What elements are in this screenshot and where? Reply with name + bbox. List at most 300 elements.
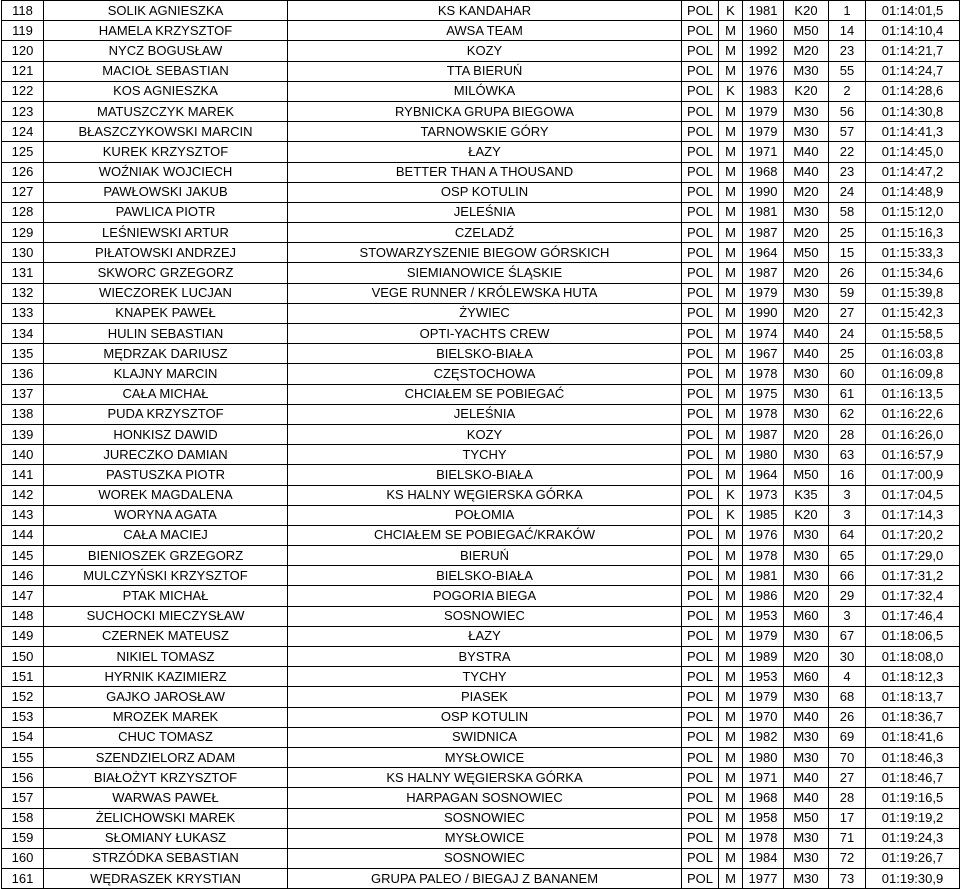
runner-name-cell: JURECZKO DAMIAN [44,445,288,465]
birth-year-cell: 1974 [743,324,784,344]
finish-time-cell: 01:14:41,3 [866,122,960,142]
country-cell: POL [682,586,719,606]
category-place-cell: 3 [829,485,866,505]
position-cell: 119 [2,21,44,41]
birth-year-cell: 1960 [743,21,784,41]
sex-cell: M [719,162,743,182]
club-cell: RYBNICKA GRUPA BIEGOWA [288,101,682,121]
country-cell: POL [682,808,719,828]
category-cell: M30 [784,364,829,384]
finish-time-cell: 01:15:42,3 [866,303,960,323]
club-cell: KS KANDAHAR [288,1,682,21]
category-place-cell: 2 [829,81,866,101]
club-cell: TYCHY [288,445,682,465]
finish-time-cell: 01:16:03,8 [866,344,960,364]
runner-name-cell: HAMELA KRZYSZTOF [44,21,288,41]
runner-name-cell: NIKIEL TOMASZ [44,647,288,667]
club-cell: ŻYWIEC [288,303,682,323]
table-row [2,869,960,889]
position-cell: 152 [2,687,44,707]
position-cell: 147 [2,586,44,606]
category-cell: M30 [784,445,829,465]
club-cell: ŁAZY [288,626,682,646]
category-place-cell: 62 [829,404,866,424]
runner-name-cell: BIENIOSZEK GRZEGORZ [44,546,288,566]
country-cell: POL [682,1,719,21]
table-row [2,828,960,848]
sex-cell: K [719,505,743,525]
sex-cell: M [719,546,743,566]
finish-time-cell: 01:16:13,5 [866,384,960,404]
position-cell: 122 [2,81,44,101]
table-row [2,344,960,364]
table-row [2,404,960,424]
club-cell: STOWARZYSZENIE BIEGOW GÓRSKICH [288,243,682,263]
table-row [2,364,960,384]
club-cell: ŁAZY [288,142,682,162]
sex-cell: M [719,647,743,667]
results-body [2,1,960,889]
category-place-cell: 58 [829,202,866,222]
birth-year-cell: 1982 [743,727,784,747]
country-cell: POL [682,465,719,485]
country-cell: POL [682,525,719,545]
finish-time-cell: 01:16:09,8 [866,364,960,384]
birth-year-cell: 1990 [743,303,784,323]
category-cell: M30 [784,869,829,889]
birth-year-cell: 1979 [743,687,784,707]
birth-year-cell: 1981 [743,1,784,21]
club-cell: MYSŁOWICE [288,747,682,767]
club-cell: CHCIAŁEM SE POBIEGAĆ/KRAKÓW [288,525,682,545]
runner-name-cell: CAŁA MACIEJ [44,525,288,545]
table-row [2,122,960,142]
table-row [2,1,960,21]
category-cell: M30 [784,626,829,646]
category-cell: M30 [784,727,829,747]
finish-time-cell: 01:19:19,2 [866,808,960,828]
category-place-cell: 24 [829,182,866,202]
position-cell: 160 [2,848,44,868]
position-cell: 151 [2,667,44,687]
table-row [2,41,960,61]
table-row [2,384,960,404]
birth-year-cell: 1977 [743,869,784,889]
position-cell: 118 [2,1,44,21]
runner-name-cell: PAWLICA PIOTR [44,202,288,222]
birth-year-cell: 1964 [743,243,784,263]
category-cell: M20 [784,263,829,283]
category-cell: M20 [784,303,829,323]
sex-cell: M [719,727,743,747]
club-cell: KS HALNY WĘGIERSKA GÓRKA [288,485,682,505]
finish-time-cell: 01:15:39,8 [866,283,960,303]
runner-name-cell: WOŹNIAK WOJCIECH [44,162,288,182]
category-place-cell: 55 [829,61,866,81]
country-cell: POL [682,182,719,202]
category-cell: M30 [784,202,829,222]
position-cell: 157 [2,788,44,808]
sex-cell: M [719,707,743,727]
birth-year-cell: 1990 [743,182,784,202]
runner-name-cell: PASTUSZKA PIOTR [44,465,288,485]
category-cell: M30 [784,687,829,707]
runner-name-cell: MROZEK MAREK [44,707,288,727]
country-cell: POL [682,364,719,384]
category-cell: M30 [784,384,829,404]
finish-time-cell: 01:15:34,6 [866,263,960,283]
finish-time-cell: 01:18:41,6 [866,727,960,747]
birth-year-cell: 1981 [743,566,784,586]
category-cell: K35 [784,485,829,505]
category-place-cell: 56 [829,101,866,121]
position-cell: 137 [2,384,44,404]
birth-year-cell: 1979 [743,122,784,142]
birth-year-cell: 1979 [743,283,784,303]
club-cell: POGORIA BIEGA [288,586,682,606]
finish-time-cell: 01:19:30,9 [866,869,960,889]
runner-name-cell: KUREK KRZYSZTOF [44,142,288,162]
position-cell: 135 [2,344,44,364]
finish-time-cell: 01:18:46,3 [866,747,960,767]
table-row [2,61,960,81]
sex-cell: M [719,202,743,222]
sex-cell: M [719,142,743,162]
position-cell: 140 [2,445,44,465]
category-place-cell: 73 [829,869,866,889]
finish-time-cell: 01:16:57,9 [866,445,960,465]
club-cell: SOSNOWIEC [288,606,682,626]
category-cell: M40 [784,768,829,788]
finish-time-cell: 01:15:12,0 [866,202,960,222]
finish-time-cell: 01:18:13,7 [866,687,960,707]
country-cell: POL [682,788,719,808]
runner-name-cell: NYCZ BOGUSŁAW [44,41,288,61]
finish-time-cell: 01:18:06,5 [866,626,960,646]
position-cell: 132 [2,283,44,303]
category-cell: M50 [784,465,829,485]
sex-cell: M [719,848,743,868]
finish-time-cell: 01:19:26,7 [866,848,960,868]
club-cell: BIELSKO-BIAŁA [288,465,682,485]
finish-time-cell: 01:14:10,4 [866,21,960,41]
sex-cell: M [719,687,743,707]
category-place-cell: 25 [829,344,866,364]
finish-time-cell: 01:18:36,7 [866,707,960,727]
birth-year-cell: 1984 [743,848,784,868]
runner-name-cell: HONKISZ DAWID [44,424,288,444]
club-cell: VEGE RUNNER / KRÓLEWSKA HUTA [288,283,682,303]
category-cell: M40 [784,142,829,162]
finish-time-cell: 01:18:08,0 [866,647,960,667]
category-place-cell: 59 [829,283,866,303]
category-place-cell: 63 [829,445,866,465]
country-cell: POL [682,828,719,848]
sex-cell: M [719,828,743,848]
sex-cell: M [719,869,743,889]
birth-year-cell: 1953 [743,667,784,687]
position-cell: 129 [2,223,44,243]
table-row [2,647,960,667]
runner-name-cell: KLAJNY MARCIN [44,364,288,384]
runner-name-cell: LEŚNIEWSKI ARTUR [44,223,288,243]
birth-year-cell: 1980 [743,445,784,465]
category-place-cell: 4 [829,667,866,687]
club-cell: BETTER THAN A THOUSAND [288,162,682,182]
sex-cell: M [719,182,743,202]
runner-name-cell: WOREK MAGDALENA [44,485,288,505]
table-row [2,707,960,727]
club-cell: KS HALNY WĘGIERSKA GÓRKA [288,768,682,788]
position-cell: 133 [2,303,44,323]
club-cell: JELEŚNIA [288,404,682,424]
club-cell: MILÓWKA [288,81,682,101]
category-cell: M60 [784,667,829,687]
sex-cell: M [719,808,743,828]
position-cell: 154 [2,727,44,747]
runner-name-cell: WĘDRASZEK KRYSTIAN [44,869,288,889]
category-place-cell: 69 [829,727,866,747]
club-cell: SIEMIANOWICE ŚLĄSKIE [288,263,682,283]
finish-time-cell: 01:17:04,5 [866,485,960,505]
club-cell: SWIDNICA [288,727,682,747]
position-cell: 127 [2,182,44,202]
table-row [2,667,960,687]
category-place-cell: 64 [829,525,866,545]
country-cell: POL [682,848,719,868]
position-cell: 125 [2,142,44,162]
finish-time-cell: 01:19:16,5 [866,788,960,808]
category-cell: M30 [784,283,829,303]
sex-cell: M [719,303,743,323]
position-cell: 142 [2,485,44,505]
sex-cell: M [719,384,743,404]
finish-time-cell: 01:17:20,2 [866,525,960,545]
category-cell: M30 [784,566,829,586]
club-cell: OPTI-YACHTS CREW [288,324,682,344]
finish-time-cell: 01:16:22,6 [866,404,960,424]
sex-cell: M [719,122,743,142]
table-row [2,21,960,41]
sex-cell: M [719,586,743,606]
country-cell: POL [682,21,719,41]
club-cell: TYCHY [288,667,682,687]
category-place-cell: 66 [829,566,866,586]
position-cell: 130 [2,243,44,263]
country-cell: POL [682,41,719,61]
category-cell: M40 [784,324,829,344]
position-cell: 131 [2,263,44,283]
position-cell: 123 [2,101,44,121]
runner-name-cell: PTAK MICHAŁ [44,586,288,606]
category-cell: M20 [784,41,829,61]
birth-year-cell: 1987 [743,263,784,283]
country-cell: POL [682,485,719,505]
category-cell: M30 [784,122,829,142]
finish-time-cell: 01:14:30,8 [866,101,960,121]
category-place-cell: 27 [829,768,866,788]
finish-time-cell: 01:14:28,6 [866,81,960,101]
finish-time-cell: 01:18:12,3 [866,667,960,687]
country-cell: POL [682,606,719,626]
results-table [1,0,960,889]
finish-time-cell: 01:15:33,3 [866,243,960,263]
country-cell: POL [682,162,719,182]
birth-year-cell: 1981 [743,202,784,222]
birth-year-cell: 1976 [743,61,784,81]
country-cell: POL [682,303,719,323]
finish-time-cell: 01:17:00,9 [866,465,960,485]
category-cell: M20 [784,586,829,606]
table-row [2,687,960,707]
runner-name-cell: KOS AGNIESZKA [44,81,288,101]
country-cell: POL [682,768,719,788]
birth-year-cell: 1978 [743,828,784,848]
sex-cell: M [719,667,743,687]
country-cell: POL [682,243,719,263]
category-place-cell: 25 [829,223,866,243]
runner-name-cell: PUDA KRZYSZTOF [44,404,288,424]
table-row [2,424,960,444]
country-cell: POL [682,324,719,344]
sex-cell: M [719,465,743,485]
birth-year-cell: 1986 [743,586,784,606]
category-cell: M40 [784,162,829,182]
club-cell: HARPAGAN SOSNOWIEC [288,788,682,808]
category-place-cell: 15 [829,243,866,263]
runner-name-cell: GAJKO JAROSŁAW [44,687,288,707]
table-row [2,283,960,303]
category-cell: M30 [784,546,829,566]
country-cell: POL [682,445,719,465]
category-cell: K20 [784,505,829,525]
club-cell: JELEŚNIA [288,202,682,222]
finish-time-cell: 01:19:24,3 [866,828,960,848]
category-place-cell: 70 [829,747,866,767]
sex-cell: M [719,424,743,444]
country-cell: POL [682,283,719,303]
category-place-cell: 67 [829,626,866,646]
category-cell: M20 [784,223,829,243]
category-place-cell: 27 [829,303,866,323]
country-cell: POL [682,505,719,525]
birth-year-cell: 1975 [743,384,784,404]
table-row [2,566,960,586]
category-place-cell: 68 [829,687,866,707]
country-cell: POL [682,81,719,101]
finish-time-cell: 01:14:47,2 [866,162,960,182]
country-cell: POL [682,707,719,727]
birth-year-cell: 1976 [743,525,784,545]
sex-cell: M [719,283,743,303]
club-cell: KOZY [288,41,682,61]
runner-name-cell: PAWŁOWSKI JAKUB [44,182,288,202]
runner-name-cell: CHUC TOMASZ [44,727,288,747]
category-cell: M40 [784,707,829,727]
birth-year-cell: 1987 [743,424,784,444]
country-cell: POL [682,667,719,687]
country-cell: POL [682,122,719,142]
sex-cell: M [719,566,743,586]
category-place-cell: 17 [829,808,866,828]
position-cell: 120 [2,41,44,61]
runner-name-cell: SZENDZIELORZ ADAM [44,747,288,767]
birth-year-cell: 1980 [743,747,784,767]
category-place-cell: 30 [829,647,866,667]
country-cell: POL [682,404,719,424]
birth-year-cell: 1971 [743,768,784,788]
category-cell: M60 [784,606,829,626]
birth-year-cell: 1978 [743,404,784,424]
country-cell: POL [682,626,719,646]
club-cell: SOSNOWIEC [288,808,682,828]
position-cell: 145 [2,546,44,566]
birth-year-cell: 1983 [743,81,784,101]
club-cell: GRUPA PALEO / BIEGAJ Z BANANEM [288,869,682,889]
category-cell: M30 [784,525,829,545]
birth-year-cell: 1953 [743,606,784,626]
sex-cell: M [719,223,743,243]
table-row [2,768,960,788]
category-place-cell: 24 [829,324,866,344]
country-cell: POL [682,687,719,707]
club-cell: BIELSKO-BIAŁA [288,344,682,364]
club-cell: CZELADŹ [288,223,682,243]
birth-year-cell: 1970 [743,707,784,727]
country-cell: POL [682,384,719,404]
table-row [2,727,960,747]
finish-time-cell: 01:16:26,0 [866,424,960,444]
sex-cell: M [719,364,743,384]
position-cell: 138 [2,404,44,424]
country-cell: POL [682,424,719,444]
table-row [2,142,960,162]
runner-name-cell: PIŁATOWSKI ANDRZEJ [44,243,288,263]
position-cell: 124 [2,122,44,142]
finish-time-cell: 01:17:29,0 [866,546,960,566]
category-place-cell: 28 [829,424,866,444]
runner-name-cell: ŻELICHOWSKI MAREK [44,808,288,828]
category-place-cell: 23 [829,162,866,182]
sex-cell: K [719,485,743,505]
position-cell: 144 [2,525,44,545]
club-cell: CZĘSTOCHOWA [288,364,682,384]
category-place-cell: 26 [829,263,866,283]
finish-time-cell: 01:15:58,5 [866,324,960,344]
club-cell: BYSTRA [288,647,682,667]
position-cell: 141 [2,465,44,485]
category-cell: M20 [784,182,829,202]
birth-year-cell: 1979 [743,101,784,121]
table-row [2,223,960,243]
category-place-cell: 22 [829,142,866,162]
birth-year-cell: 1958 [743,808,784,828]
runner-name-cell: WARWAS PAWEŁ [44,788,288,808]
runner-name-cell: KNAPEK PAWEŁ [44,303,288,323]
category-place-cell: 61 [829,384,866,404]
sex-cell: M [719,324,743,344]
category-cell: M40 [784,344,829,364]
country-cell: POL [682,869,719,889]
runner-name-cell: MULCZYŃSKI KRZYSZTOF [44,566,288,586]
category-cell: M20 [784,424,829,444]
finish-time-cell: 01:14:45,0 [866,142,960,162]
runner-name-cell: SŁOMIANY ŁUKASZ [44,828,288,848]
club-cell: SOSNOWIEC [288,848,682,868]
table-row [2,182,960,202]
category-cell: M30 [784,747,829,767]
birth-year-cell: 1978 [743,546,784,566]
